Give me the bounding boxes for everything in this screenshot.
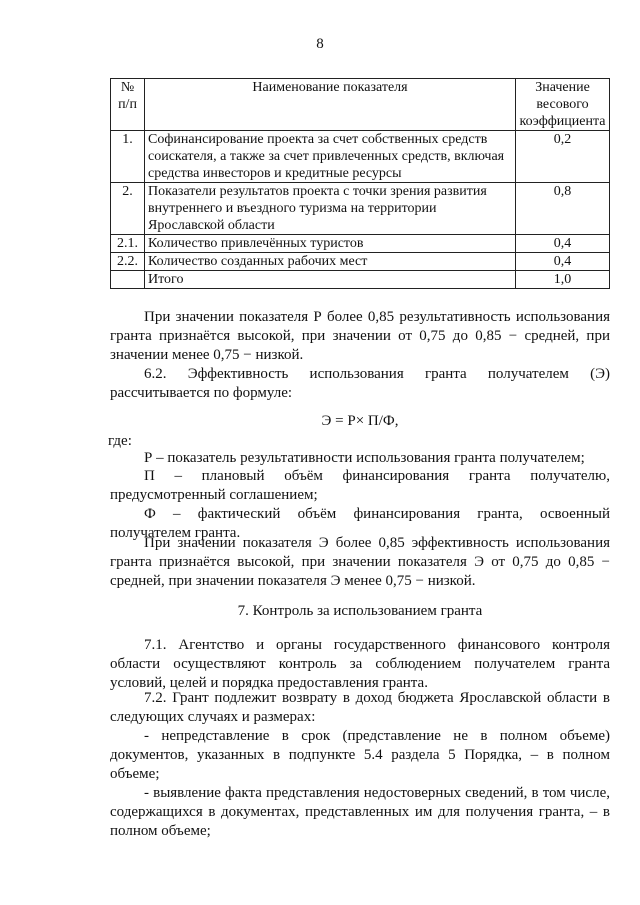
formula: Э = Р× П/Ф,: [321, 413, 399, 429]
paragraph-efficiency-thresholds: При значении показателя Э более 0,85 эффективность использования гранта признаётся высокой, при значении показателя Э от 0,75 до 0,85 − средней, при значении показателя Э менее 0,75 − низкой.: [110, 535, 610, 589]
row-num: 2.2.: [111, 253, 145, 271]
row-num: 2.1.: [111, 235, 145, 253]
row-num: 1.: [111, 131, 145, 183]
page-number: 8: [316, 36, 324, 52]
definition-fact: Ф – фактический объём финансирования гранта, освоенный получателем гранта.: [110, 506, 610, 541]
row-value: 1,0: [516, 271, 610, 289]
row-value: 0,4: [516, 253, 610, 271]
paragraph-efficiency-line1: 6.2. Эффективность использования гранта получателем (Э): [144, 366, 610, 382]
paragraph-result-thresholds: При значении показателя Р более 0,85 результативность использования гранта признаётся высокой, при значении от 0,75 до 0,85 − средней, при значении менее 0,75 − низкой.: [110, 309, 610, 363]
row-num: 2.: [111, 183, 145, 235]
header-value: Значение весового коэффициента: [516, 79, 610, 131]
header-num: № п/п: [111, 79, 145, 131]
row-value: 0,8: [516, 183, 610, 235]
row-value: 0,4: [516, 235, 610, 253]
row-name: Софинансирование проекта за счет собственных средств соискателя, а также за счет привлеченных средств, включая средства инвесторов и кредитные ресурсы: [145, 131, 516, 183]
list-item-false-info: - выявление факта представления недостоверных сведений, в том числе, содержащихся в документах, представленных им для получения гранта, – в полном объеме;: [110, 785, 610, 839]
row-name: Итого: [145, 271, 516, 289]
table-total-row: [111, 271, 610, 289]
criteria-table: [110, 78, 610, 289]
row-name: Показатели результатов проекта с точки зрения развития внутреннего и въездного туризма на территории Ярославской области: [145, 183, 516, 235]
row-name: Количество созданных рабочих мест: [145, 253, 516, 271]
row-num: [111, 271, 145, 289]
where-label: где:: [108, 433, 132, 449]
header-name: Наименование показателя: [145, 79, 516, 131]
paragraph-efficiency-line2: рассчитывается по формуле:: [110, 385, 293, 401]
row-value: 0,2: [516, 131, 610, 183]
list-item-nonsubmission: - непредставление в срок (представление не в полном объеме) документов, указанных в подпункте 5.4 раздела 5 Порядка, – в полном объеме;: [110, 728, 610, 782]
paragraph-7-2: 7.2. Грант подлежит возврату в доход бюджета Ярославской области в следующих случаях и размерах:: [110, 690, 610, 725]
table-row: [111, 235, 610, 253]
table-row: [111, 131, 610, 183]
definition-plan: П – плановый объём финансирования гранта получателю, предусмотренный соглашением;: [110, 468, 610, 503]
table-row: [111, 253, 610, 271]
definition-p: Р – показатель результативности использования гранта получателем;: [144, 450, 585, 466]
row-name: Количество привлечённых туристов: [145, 235, 516, 253]
table-header-row: [111, 79, 610, 131]
section-title: 7. Контроль за использованием гранта: [237, 603, 483, 619]
paragraph-7-1: 7.1. Агентство и органы государственного финансового контроля области осуществляют контроль за соблюдением получателем гранта условий, целей и порядка предоставления гранта.: [110, 637, 610, 691]
table-row: [111, 183, 610, 235]
